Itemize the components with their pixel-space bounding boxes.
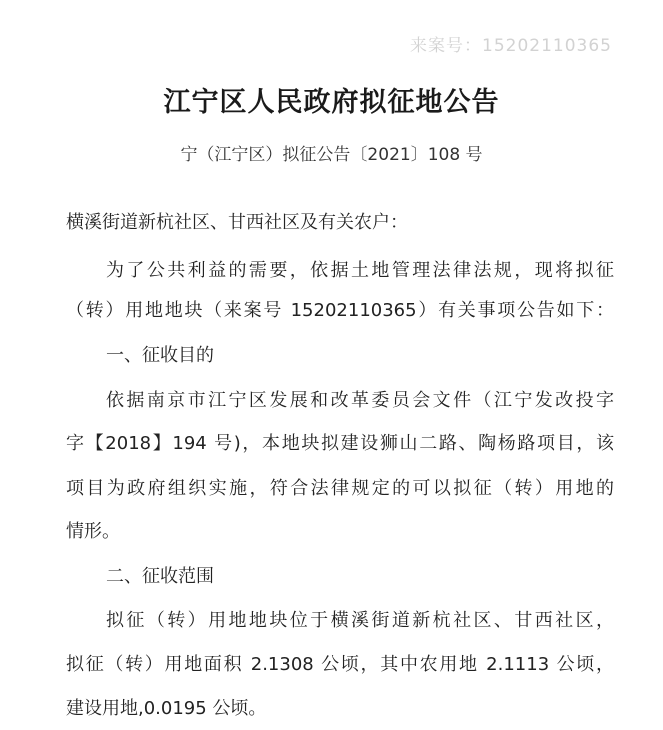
purpose-paragraph-line: 依据南京市江宁区发展和改革委员会文件（江宁发改投字 bbox=[106, 390, 614, 411]
scope-paragraph-line: 建设用地,0.0195 公顷。 bbox=[66, 698, 267, 719]
document-number: 宁（江宁区）拟征公告〔2021〕108 号 bbox=[180, 145, 483, 165]
section-heading-scope: 二、征收范围 bbox=[106, 566, 214, 587]
intro-paragraph-line: （转）用地地块（来案号 15202110365）有关事项公告如下： bbox=[66, 300, 614, 321]
section-heading-purpose: 一、征收目的 bbox=[106, 345, 214, 366]
purpose-paragraph-line: 情形。 bbox=[66, 521, 120, 542]
watermark: 来案号：15202110365 bbox=[410, 36, 612, 56]
purpose-paragraph-line: 项目为政府组织实施，符合法律规定的可以拟征（转）用地的 bbox=[66, 478, 614, 499]
purpose-paragraph-line: 字【2018】194 号)，本地块拟建设狮山二路、陶杨路项目，该 bbox=[66, 433, 614, 454]
intro-paragraph-line: 为了公共利益的需要，依据土地管理法律法规，现将拟征 bbox=[106, 260, 614, 281]
addressee-line: 横溪街道新杭社区、甘西社区及有关农户： bbox=[66, 212, 408, 233]
document-title: 江宁区人民政府拟征地公告 bbox=[163, 87, 500, 118]
scope-paragraph-line: 拟征（转）用地地块位于横溪街道新杭社区、甘西社区， bbox=[106, 610, 614, 631]
scope-paragraph-line: 拟征（转）用地面积 2.1308 公顷，其中农用地 2.1113 公顷， bbox=[66, 654, 614, 675]
